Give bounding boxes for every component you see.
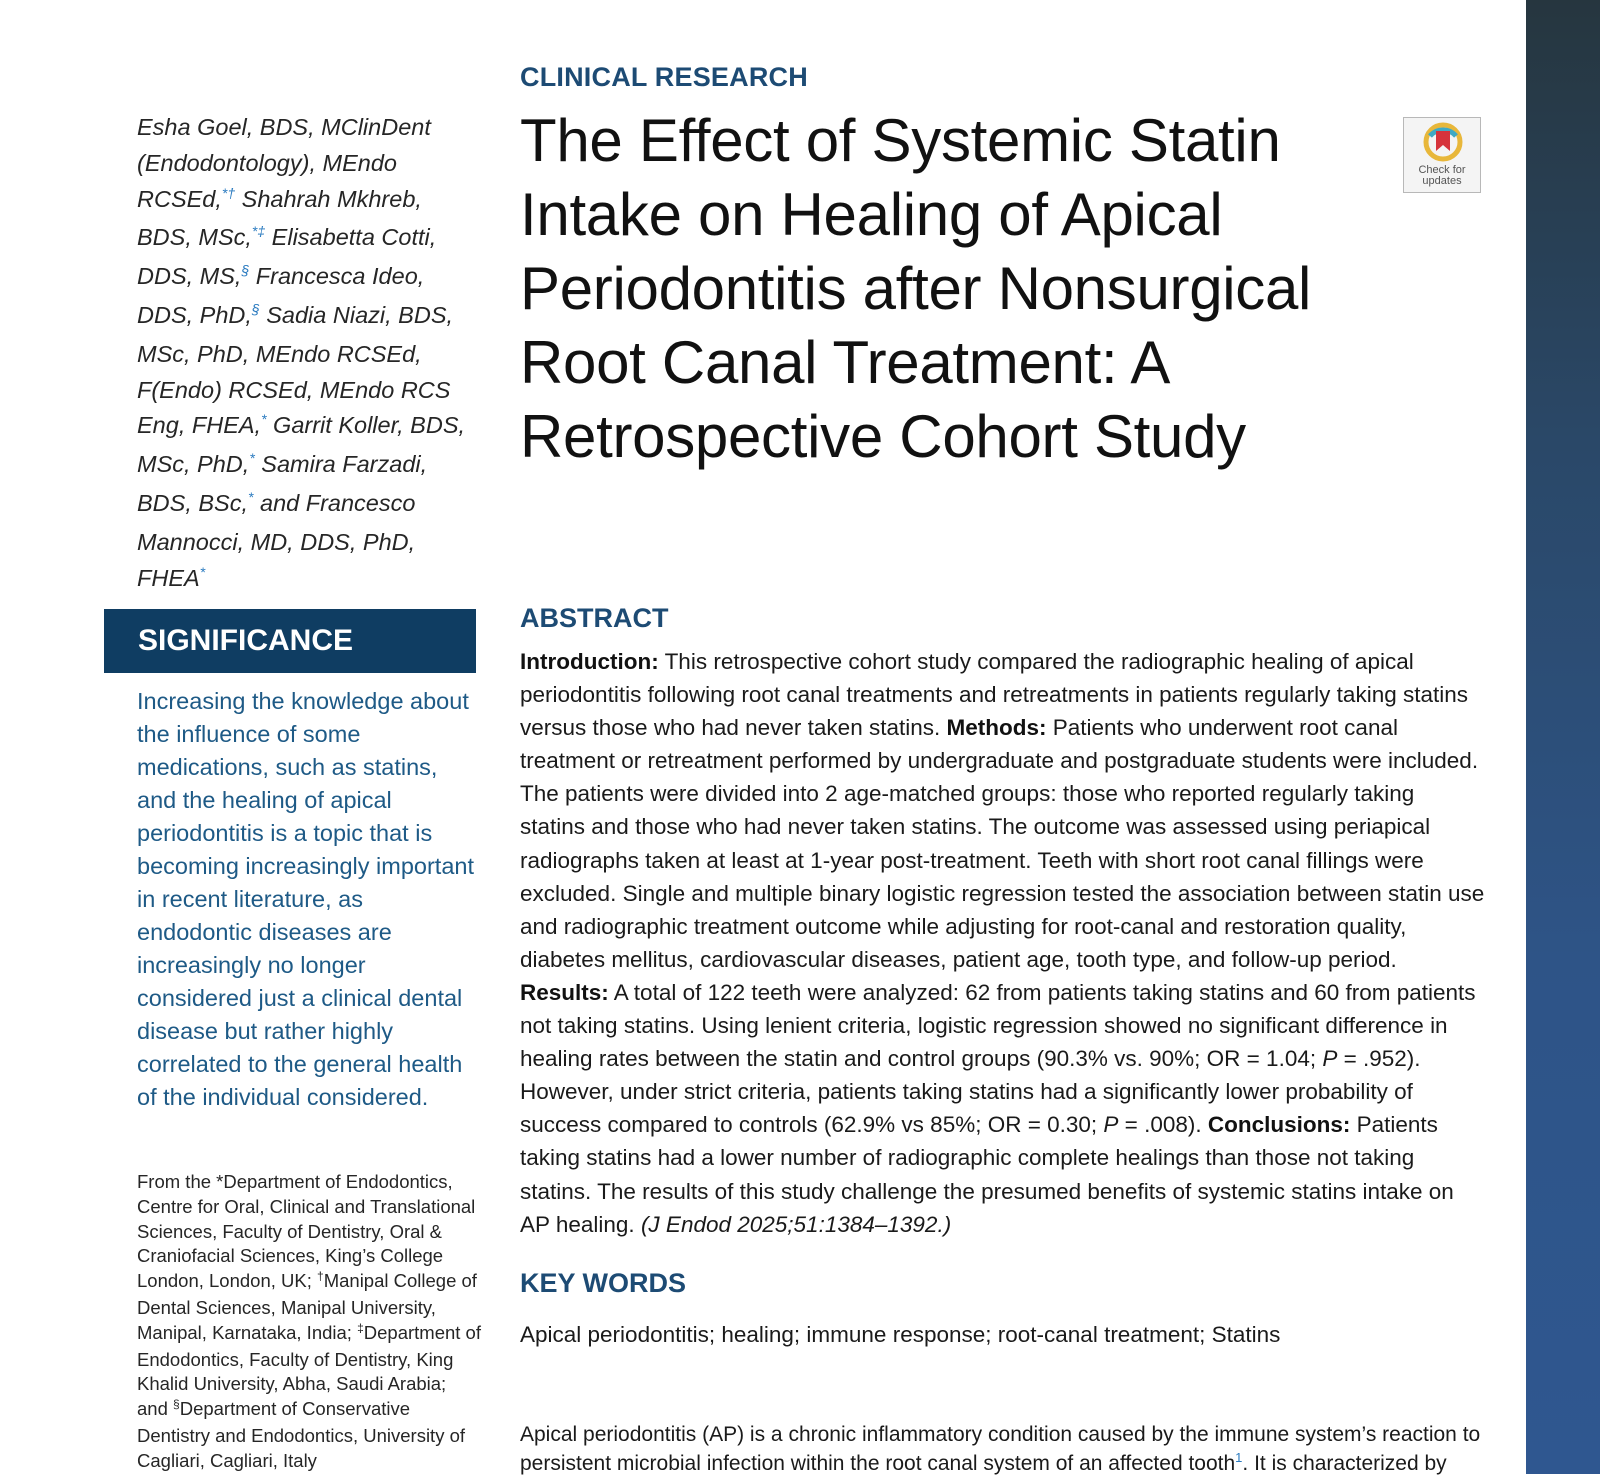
author-1-affil[interactable]: *† [221,184,236,201]
affiliation-4: Department of Conservative Dentistry and Endodontics, University of Cagliari, Cagliari, Italy [137,1398,466,1471]
author-list [137,110,482,599]
abstract-results-text-1: A total of 122 teeth were analyzed: 62 from patients taking statins and 60 from patients not taking statins. Using lenient criteria, logistic regression showed no significant difference in healing rates between the statin and control groups (90.3% vs. 90%; OR = 1.04; [520,979,1476,1072]
author-7: Samira Farzadi, BDS, BSc, [137,451,428,516]
affiliation-mark-section: § [173,1397,180,1412]
reference-link-1[interactable]: 1 [1235,1450,1243,1465]
abstract-conclusions-text: Patients taking statins had a lower number of radiographic complete healings than those not taking statins. The results of this study challenge the presumed benefits of systemic statins intake on AP healing. [520,1112,1454,1237]
page-edge-band [1526,0,1600,1474]
abstract-conclusions-label: Conclusions: [1207,1112,1351,1138]
affiliation-3: Department of Endodontics, Faculty of Dentistry, King Khalid University, Abha, Saudi Arabia; and [137,1321,481,1420]
p-symbol-2: P [1103,1112,1119,1138]
journal-citation: (J Endod 2025;51:1384–1392.) [640,1211,952,1237]
author-5-affil[interactable]: * [261,411,267,428]
author-4-affil[interactable]: § [251,300,260,317]
author-7-affil[interactable]: * [248,488,254,505]
intro-text-2: . It is characterized by [1242,1452,1447,1475]
keywords-heading: KEY WORDS [520,1268,687,1298]
abstract-methods-text: Patients who underwent root canal treatment or retreatment performed by undergraduate and postgraduate students were included. The patients were divided into 2 age-matched groups: those who reported regularly taking statins and those who had never taken statins. The outcome was assessed using periapical radiographs taken at least at 1-year post-treatment. Teeth with short root canal fillings were excluded. Single and multiple binary logistic regression tested the association between statin use and radiographic treatment outcome while adjusting for root-canal and restoration quality, diabetes mellitus, cardiovascular diseases, patient age, tooth type, and follow-up period. [520,715,1485,972]
affiliations [137,1170,482,1474]
author-8-affil[interactable]: * [199,563,206,580]
abstract-text [520,645,1485,1241]
crossmark-icon [1423,122,1463,164]
article-title: The Effect of Systemic Statin Intake on Healing of Apical Periodontitis after Nonsurgical Root Canal Treatment: A Retrospective Cohort Study [520,107,1312,470]
affiliation-1: From the *Department of Endodontics, Centre for Oral, Clinical and Translational Sciences, Faculty of Dentistry, Oral & Craniofacial Sciences, King’s College London, London, UK; [137,1171,476,1292]
author-4: Francesca Ideo, DDS, PhD, [137,263,425,328]
abstract-methods-label: Methods: [946,715,1047,741]
author-6-affil[interactable]: * [249,450,255,467]
significance-heading: SIGNIFICANCE [104,609,476,673]
keywords-text: Apical periodontitis; healing; immune response; root-canal treatment; Statins [520,1322,1281,1347]
affiliation-mark-dagger: † [317,1269,324,1284]
section-label: CLINICAL RESEARCH [520,62,808,92]
author-6: Garrit Koller, BDS, MSc, PhD, [137,412,466,478]
abstract-intro-label: Introduction: [520,649,659,674]
abstract-results-label: Results: [520,979,609,1005]
affiliation-mark-double-dagger: ‡ [357,1320,364,1335]
significance-text: Increasing the knowledge about the influence of some medications, such as statins, and the healing of apical periodontitis is a topic that is becoming increasingly important in recent literature, as endodontic diseases are increasingly no longer considered just a clinical dental disease but rather highly correlated to the general health of the individual considered. [137,688,474,1110]
author-1: Esha Goel, BDS, MClinDent (Endodontology), MEndo RCSEd, [137,114,431,212]
author-2-affil[interactable]: *‡ [251,223,266,240]
intro-paragraph [520,1420,1485,1480]
affiliation-2: Manipal College of Dental Sciences, Manipal University, Manipal, Karnataka, India; [137,1270,477,1343]
check-for-updates-badge[interactable] [1403,117,1481,193]
abstract-heading: ABSTRACT [520,603,669,633]
author-3: Elisabetta Cotti, DDS, MS, [137,224,437,290]
p-symbol-1: P [1322,1046,1338,1072]
author-2: Shahrah Mkhreb, BDS, MSc, [137,185,422,251]
abstract-results-text-2: = .952). However, under strict criteria, patients taking statins had a significantly lower probability of success compared to controls (62.9% vs 85%; OR = 0.30; [520,1046,1421,1138]
author-3-affil[interactable]: § [241,262,250,279]
intro-text-1: Apical periodontitis (AP) is a chronic inflammatory condition caused by the immune system’s reaction to persistent microbial infection within the root canal system of an affected tooth [520,1423,1481,1475]
abstract-results-text-3: = .008). [1118,1112,1208,1138]
author-5: Sadia Niazi, BDS, MSc, PhD, MEndo RCSEd, F(Endo) RCSEd, MEndo RCS Eng, FHEA, [137,301,454,439]
author-8: and Francesco Mannocci, MD, DDS, PhD, FHEA [137,489,416,591]
badge-label: Check for updates [1418,164,1466,187]
abstract-intro-text: This retrospective cohort study compared the radiographic healing of apical periodontitis following root canal treatments and retreatments in patients regularly taking statins versus those who had never taken statins. [520,649,1468,741]
